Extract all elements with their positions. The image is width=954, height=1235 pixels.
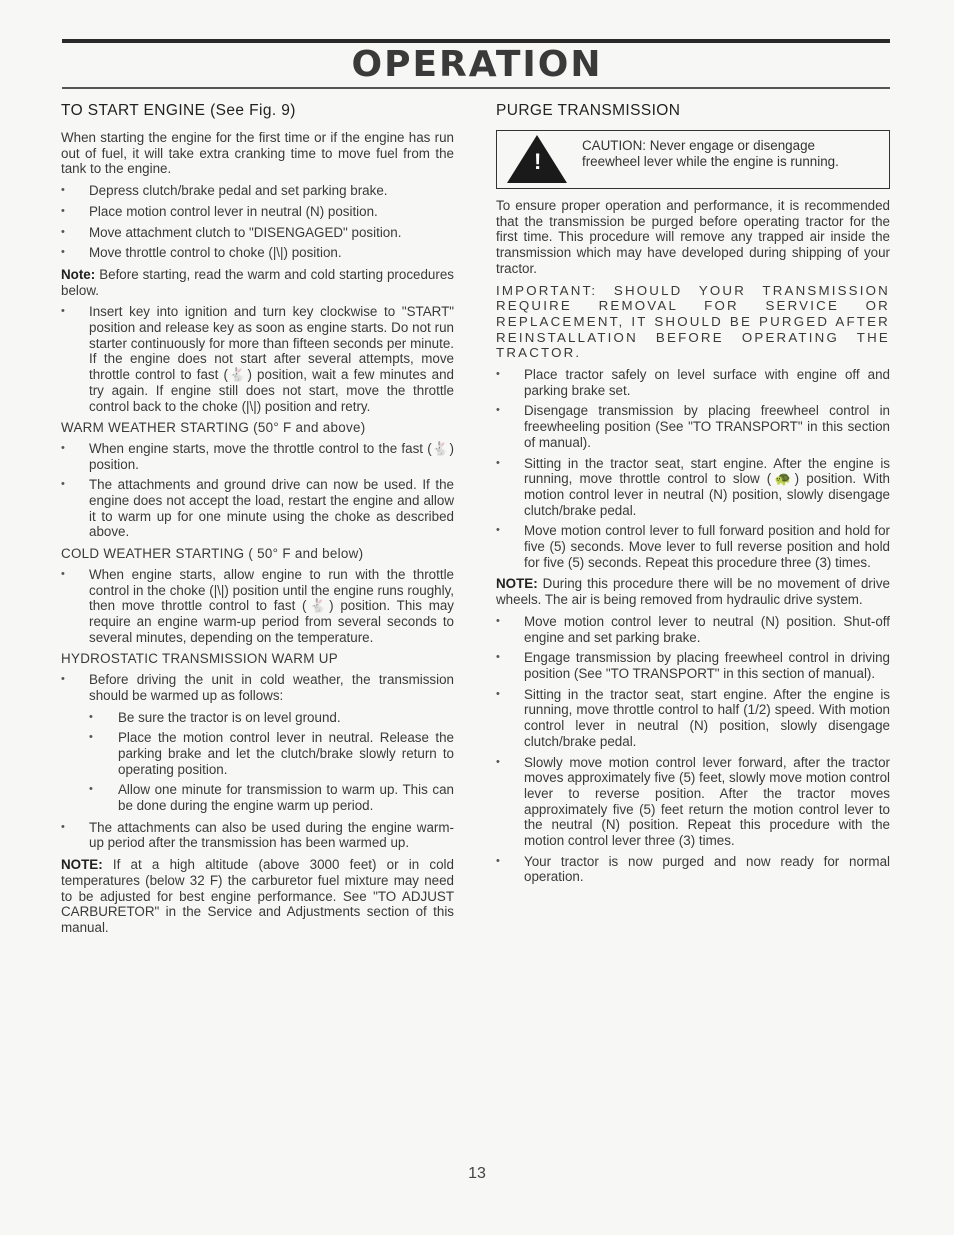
list-item: • Insert key into ignition and turn key clockwise to "START" position and release key as soon as engine starts. Do not run starter continuously for more than fifteen seconds per minute. If the engine does not start after several attempts, move throttle control to fast (🐇) position, wait a few minutes and try again. If engine still does not start, move the throttle control back to the choke (|\|) position and retry.	[61, 304, 454, 414]
start-engine-intro: When starting the engine for the first time or if the engine has run out of fuel, it will take extra cranking time to move fuel from the tank to the engine.	[61, 130, 454, 177]
prep-list	[61, 183, 454, 261]
list-item: • When engine starts, move the throttle control to the fast (🐇) position.	[61, 441, 454, 472]
header-rule-bottom	[62, 87, 890, 89]
list-item: • Slowly move motion control lever forward, after the tractor moves approximately five (5) feet, slowly move motion control lever to reverse position. After the tractor moves approximately five (5) feet return the motion control lever to the neutral (N) position. Repeat this procedure with the motion control lever three (3) times.	[496, 755, 890, 849]
hydro-warmup-heading: HYDROSTATIC TRANSMISSION WARM UP	[61, 651, 338, 667]
header-rule-top	[62, 39, 890, 43]
note-starting	[61, 267, 454, 298]
list-item: • Place motion control lever in neutral (N) position.	[61, 204, 454, 220]
list-item: • Engage transmission by placing freewheel control in driving position (See "TO TRANSPORT" in this section of manual).	[496, 650, 890, 681]
note-text: During this procedure there will be no movement of drive wheels. The air is being removed from hydraulic drive system.	[496, 576, 890, 608]
list-item: • When engine starts, allow engine to run with the throttle control in the choke (|\|) position until the engine runs roughly, then move throttle control to fast (🐇) position. This may require an engine warm-up period from several seconds to several minutes, depending on the temperature.	[61, 567, 454, 646]
list-item: • Allow one minute for transmission to warm up. This can be done during the engine warm up period.	[89, 782, 454, 813]
purge-list-1	[496, 367, 890, 570]
purge-heading: PURGE TRANSMISSION	[496, 102, 681, 119]
cold-list	[61, 567, 454, 646]
list-item: • Move motion control lever to neutral (N) position. Shut-off engine and set parking brake.	[496, 614, 890, 645]
start-list	[61, 304, 454, 414]
important-notice: IMPORTANT: SHOULD YOUR TRANSMISSION REQUIRE REMOVAL FOR SERVICE OR REPLACEMENT, IT SHOULD BE PURGED AFTER REINSTALLATION BEFORE OPERATING THE TRACTOR.	[496, 282, 890, 361]
list-item: • Sitting in the tractor seat, start engine. After the engine is running, move throttle control to half (1/2) speed. With motion control lever in neutral (N) position, slowly disengage clutch/brake pedal.	[496, 687, 890, 750]
note-label: NOTE:	[61, 857, 103, 873]
caution-box	[496, 130, 890, 189]
hydro-last-list	[61, 820, 454, 851]
cold-weather-heading: COLD WEATHER STARTING ( 50° F and below)	[61, 546, 364, 562]
note-purge	[496, 576, 890, 607]
list-item: • Your tractor is now purged and now ready for normal operation.	[496, 854, 890, 885]
warm-list	[61, 441, 454, 540]
left-column	[61, 102, 454, 942]
purge-intro: To ensure proper operation and performance, it is recommended that the transmission be purged before operating tractor for the first time. This procedure will remove any trapped air inside the transmission which may have developed during shipping of your tractor.	[496, 198, 890, 276]
page-title: OPERATION	[351, 44, 603, 85]
hydro-sub-list	[61, 710, 454, 814]
caution-text: CAUTION: Never engage or disengage freewheel lever while the engine is running.	[582, 138, 839, 169]
note-altitude	[61, 857, 454, 936]
note-label: NOTE:	[496, 576, 538, 592]
list-item: • Move throttle control to choke (|\|) position.	[61, 245, 454, 261]
list-item: • Before driving the unit in cold weather, the transmission should be warmed up as follows:	[61, 672, 454, 703]
exclamation-icon: !	[534, 149, 542, 174]
hydro-list	[61, 672, 454, 703]
list-item: • The attachments can also be used during the engine warm-up period after the transmission has been warmed up.	[61, 820, 454, 851]
list-item: • Sitting in the tractor seat, start engine. After the engine is running, move throttle control to slow (🐢) position. With motion control lever in neutral (N) position, slowly disengage clutch/brake pedal.	[496, 456, 890, 519]
page-number: 13	[468, 1165, 486, 1182]
purge-list-2	[496, 614, 890, 885]
list-item: • The attachments and ground drive can now be used. If the engine does not accept the load, restart the engine and allow it to warm up for one minute using the choke as described above.	[61, 477, 454, 540]
list-item: • Move motion control lever to full forward position and hold for five (5) seconds. Move lever to full reverse position and hold for five (5) seconds. Repeat this procedure three (3) times.	[496, 523, 890, 570]
note-label: Note:	[61, 266, 96, 282]
list-item: • Place tractor safely on level surface with engine off and parking brake set.	[496, 367, 890, 398]
list-item: • Disengage transmission by placing freewheel control in freewheeling position (See "TO TRANSPORT" in this section of manual).	[496, 403, 890, 450]
list-item: • Move attachment clutch to "DISENGAGED" position.	[61, 225, 454, 241]
list-item: • Depress clutch/brake pedal and set parking brake.	[61, 183, 454, 199]
right-column	[496, 102, 890, 891]
list-item: • Place the motion control lever in neutral. Release the parking brake and let the clutch/brake slowly return to operating position.	[89, 730, 454, 777]
warm-weather-heading: WARM WEATHER STARTING (50° F and above)	[61, 420, 366, 436]
list-item: • Be sure the tractor is on level ground.	[89, 710, 454, 726]
start-engine-heading: TO START ENGINE (See Fig. 9)	[61, 102, 296, 119]
note-text: If at a high altitude (above 3000 feet) or in cold temperatures (below 32 F) the carburetor fuel mixture may need to be adjusted for best engine performance. See "TO ADJUST CARBURETOR" in the Service and Adjustments section of this manual.	[61, 857, 454, 935]
note-text: Before starting, read the warm and cold starting procedures below.	[61, 266, 454, 298]
